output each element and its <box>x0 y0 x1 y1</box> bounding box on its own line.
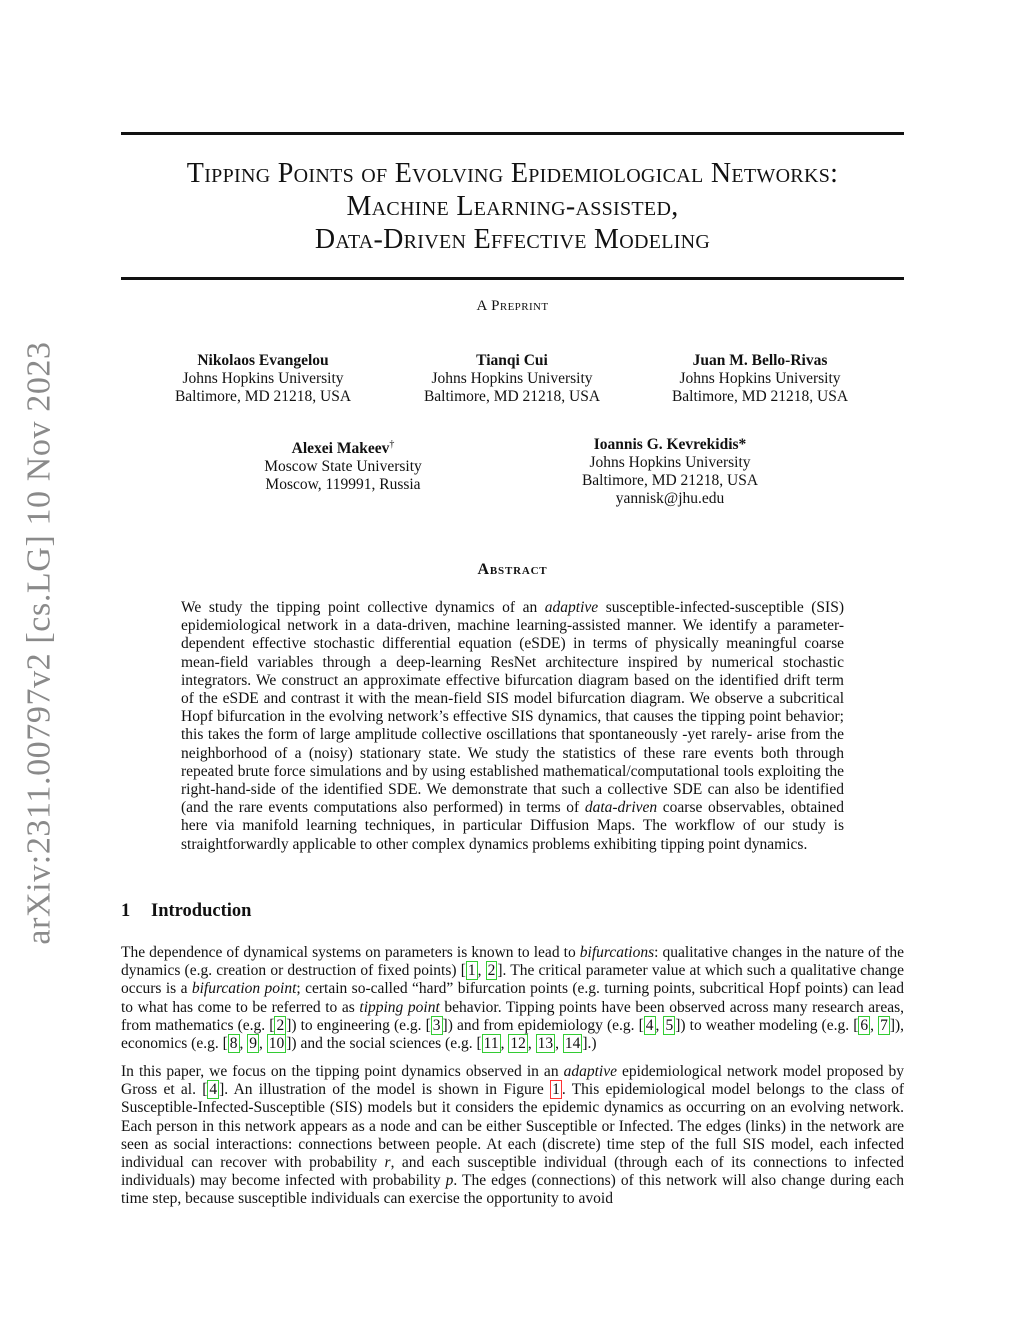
author-address: Baltimore, MD 21218, USA <box>423 388 601 405</box>
emphasis-text: r <box>384 1154 391 1172</box>
citation-link[interactable]: 2 <box>487 962 496 980</box>
author-name: Juan M. Bello-Rivas <box>692 352 828 369</box>
citation-link[interactable]: 9 <box>249 1035 257 1053</box>
title-line: Tipping Points of Evolving Epidemiological Networks: <box>186 158 839 189</box>
text-run: In this paper, we focus on the tipping point dynamics observed in an <box>121 1063 564 1080</box>
author-block <box>610 352 910 406</box>
text-run: The dependence of dynamical systems on parameters is known to lead to <box>121 944 580 961</box>
text-run: behavior. Tipping points have been observed across many research areas, from mathematics (e.g. [ <box>121 998 904 1034</box>
title-line: Machine Learning-assisted, <box>346 191 679 222</box>
citation-link[interactable]: 3 <box>432 1016 441 1034</box>
citation-link[interactable]: 13 <box>537 1035 554 1053</box>
citation-link[interactable]: 7 <box>880 1016 888 1034</box>
author-affiliation: Moscow State University <box>264 458 422 476</box>
citation-link[interactable]: 4 <box>645 1016 654 1034</box>
title-line: Data-Driven Effective Modeling <box>314 224 711 255</box>
emphasis-text: bifurcations <box>579 944 655 961</box>
intro-paragraph <box>121 944 904 1053</box>
text-run: ].) <box>582 1035 597 1053</box>
citation-link[interactable]: 14 <box>564 1035 581 1053</box>
text-run: ]) to engineering (e.g. [ <box>286 1016 431 1034</box>
text-run: We study the tipping point collective dynamics of an <box>181 599 545 616</box>
author-name: Nikolaos Evangelou <box>197 352 329 369</box>
emphasis-text: tipping point <box>359 998 440 1016</box>
author-address: Moscow, 119991, Russia <box>265 476 421 494</box>
text-run: : qualitative changes in the nature of the dynamics (e.g. creation or destruction of fixed points) [ <box>121 944 904 980</box>
author-address: Baltimore, MD 21218, USA <box>671 388 849 405</box>
emphasis-text: bifurcation point <box>191 980 297 998</box>
text-run: , and each susceptible individual (through each of its connections to infected individuals) may become infected with probability <box>121 1154 904 1190</box>
text-run: , <box>259 1035 267 1053</box>
text-run: susceptible-infected-susceptible (SIS) epidemiological network in a data-driven, machine learning-assisted manner. We identify a parameter-dependent effective stochastic differential equation (eSDE) in terms of physically meaningful coarse mean-field variables through a deep-learning ResNet architecture inspired by numerical stochastic integrators. We construct an approximate effective bifurcation diagram based on the identified drift term of the eSDE and contrast it with the mean-field SIS model bifurcation diagram. We observe a subcritical Hopf bifurcation in the evolving network’s effective SIS dynamics, that causes the tipping point behavior; this takes the form of large amplitude collective oscillations that spontaneously -yet rarely- arise from the neighborhood of a (noisy) stationary state. We study the statistics of these rare events both through repeated brute force simulations and by using established mathematical/computational tools exploiting the right-hand-side of the identified SDE. We demonstrate that such a collective SDE can also be identified (and the rare events computations also performed) in terms of <box>181 599 844 817</box>
citation-link[interactable]: 11 <box>483 1035 499 1053</box>
preprint-label: A Preprint <box>476 298 549 314</box>
intro-paragraph <box>121 1063 904 1209</box>
author-block <box>193 436 493 494</box>
citation-link[interactable]: 1 <box>467 962 476 980</box>
author-affiliation: Johns Hopkins University <box>589 454 751 471</box>
section-number: 1 <box>121 901 131 921</box>
text-run: , <box>477 962 486 980</box>
author-affiliation: Johns Hopkins University <box>679 370 841 387</box>
text-run: ]), economics (e.g. [ <box>121 1016 905 1053</box>
text-run: ]. The critical parameter value at which such a qualitative change occurs is a <box>121 962 904 998</box>
text-run: ]) and the social sciences (e.g. [ <box>286 1035 482 1053</box>
text-run: , <box>870 1016 879 1034</box>
text-run: . This epidemiological model belongs to the class of Susceptible-Infected-Susceptible (SIS) models but it considers the epidemic dynamics as occurring on an evolving network. Each person in this network appears as a node and can be either Susceptible or Infected. The edges (links) in the network are seen as social interactions: connections between people. At each (discrete) time step of the full SIS model, each infected individual can recover with probability <box>121 1081 904 1172</box>
emphasis-text: data-driven <box>584 799 658 817</box>
author-name: Alexei Makeev <box>291 440 390 458</box>
author-block <box>520 436 820 508</box>
author-affiliation: Johns Hopkins University <box>182 370 344 387</box>
emphasis-text: adaptive <box>563 1063 617 1080</box>
citation-link[interactable]: 8 <box>229 1035 238 1053</box>
author-address: Baltimore, MD 21218, USA <box>174 388 352 405</box>
title-top-rule <box>121 132 904 135</box>
title-bottom-rule <box>121 277 904 280</box>
text-run: , <box>500 1035 509 1053</box>
citation-link[interactable]: 12 <box>510 1035 526 1053</box>
emphasis-text: p <box>445 1172 454 1190</box>
figure-ref-link[interactable]: 1 <box>552 1081 560 1099</box>
citation-link[interactable]: 6 <box>860 1016 869 1034</box>
citation-link[interactable]: 5 <box>665 1016 674 1034</box>
text-run: . The edges (connections) of this network will also change during each time step, because susceptible individuals can exercise the opportunity to avoid <box>121 1172 905 1208</box>
arxiv-stamp <box>18 341 62 945</box>
text-run: , <box>555 1035 563 1053</box>
citation-link[interactable]: 4 <box>209 1081 218 1099</box>
text-run: , <box>239 1035 248 1053</box>
paper-title <box>121 157 904 256</box>
text-run: ]. An illustration of the model is shown in Figure <box>219 1081 551 1099</box>
citation-link[interactable]: 2 <box>276 1016 285 1034</box>
text-run: , <box>655 1016 664 1034</box>
text-run: epidemiological network model proposed by Gross et al. [ <box>121 1063 904 1099</box>
text-run: coarse observables, obtained here via manifold learning techniques, in particular Diffusion Maps. The workflow of our study is straightforwardly applicable to other complex dynamics problems exhibiting tipping point dynamics. <box>181 799 844 853</box>
author-name: Tianqi Cui <box>476 352 548 369</box>
author-address: Baltimore, MD 21218, USA <box>581 472 759 489</box>
author-footnote-mark: † <box>389 439 395 450</box>
arxiv-stamp-text: arXiv:2311.00797v2 [cs.LG] 10 Nov 2023 <box>21 341 58 945</box>
text-run: ; certain so-called “hard” bifurcation points (e.g. turning points, subcritical Hopf points) can lead to what has come to be referred to as <box>121 980 904 1016</box>
author-name: Ioannis G. Kevrekidis* <box>593 436 747 453</box>
text-run: ]) and from epidemiology (e.g. [ <box>442 1016 644 1034</box>
emphasis-text: adaptive <box>544 599 599 616</box>
section-title: Introduction <box>151 901 252 921</box>
abstract-body <box>181 599 844 854</box>
citation-link[interactable]: 10 <box>268 1035 285 1053</box>
section-heading <box>121 901 251 922</box>
text-run: , <box>527 1035 536 1053</box>
abstract-heading: Abstract <box>477 561 548 578</box>
text-run: ]) to weather modeling (e.g. [ <box>675 1016 859 1034</box>
author-affiliation: Johns Hopkins University <box>431 370 593 387</box>
author-email: yannisk@jhu.edu <box>615 490 725 507</box>
